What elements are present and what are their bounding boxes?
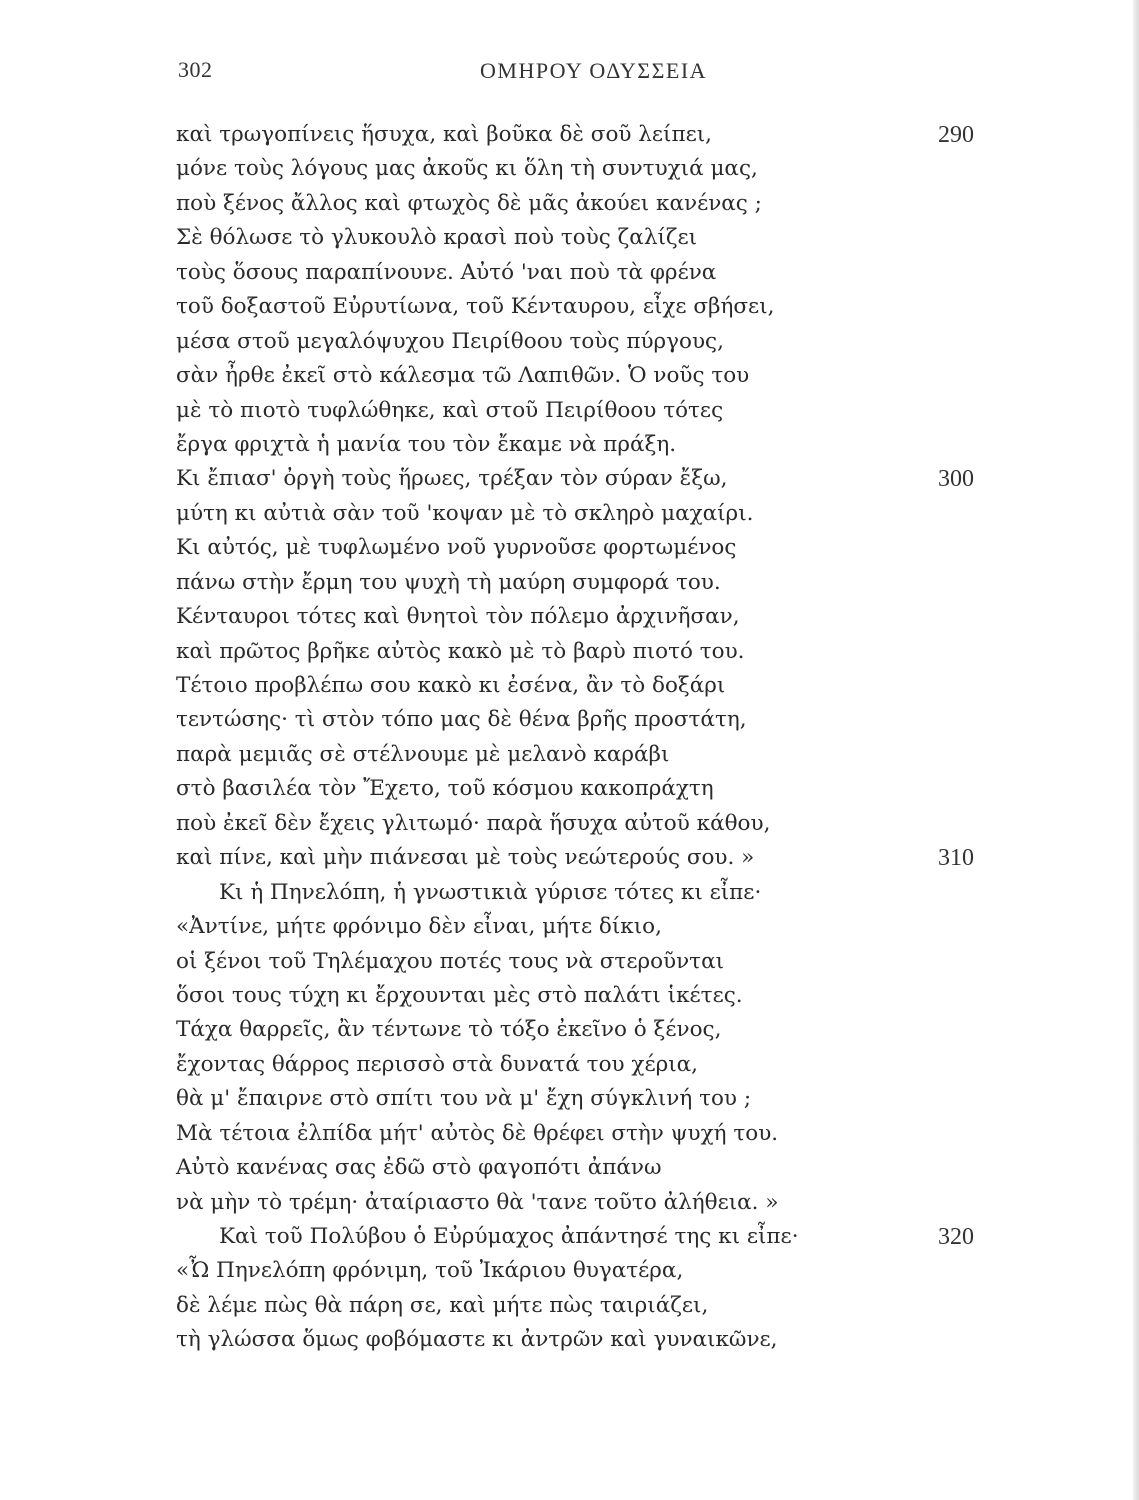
verse-line-text: Μὰ τέτοια ἐλπίδα μήτ' αὐτὸς δὲ θρέφει στὴν ψυχή του. bbox=[176, 1120, 779, 1146]
verse-line bbox=[0, 566, 1139, 600]
page-number: 302 bbox=[178, 57, 213, 82]
verse-line bbox=[0, 1013, 1139, 1047]
running-title: ΟΜΗΡΟΥ ΟΔΥΣΣΕΙΑ bbox=[480, 58, 708, 83]
verse-line bbox=[0, 703, 1139, 737]
verse-line-text: θὰ μ' ἔπαιρνε στὸ σπίτι του νὰ μ' ἔχη σύγκλινή του ; bbox=[176, 1086, 752, 1112]
verse-line bbox=[0, 876, 1139, 910]
verse-line-text: Τέτοιο προβλέπω σου κακὸ κι ἐσένα, ἂν τὸ δοξάρι bbox=[176, 673, 726, 698]
verse-line bbox=[0, 290, 1139, 324]
verse-line bbox=[0, 669, 1139, 703]
verse-line-text: νὰ μὴν τὸ τρέμη· ἀταίριαστο θὰ 'τανε τοῦτο ἀλήθεια. » bbox=[176, 1189, 779, 1215]
verse-line bbox=[0, 221, 1139, 255]
verse-line-text: Αὐτὸ κανένας σας ἐδῶ στὸ φαγοπότι ἀπάνω bbox=[176, 1155, 662, 1181]
verse-line-text: μύτη κι αὐτιὰ σὰν τοῦ 'κοψαν μὲ τὸ σκληρὸ μαχαίρι. bbox=[176, 500, 754, 526]
verse-line-text: στὸ βασιλέα τὸν Ἔχετο, τοῦ κόσμου κακοπράχτη bbox=[176, 776, 714, 802]
verse-line-text: ἔχοντας θάρρος περισσὸ στὰ δυνατά του χέρια, bbox=[176, 1051, 699, 1077]
verse-line bbox=[0, 394, 1139, 428]
verse-line bbox=[0, 841, 1139, 875]
verse-line bbox=[0, 1289, 1139, 1323]
verse-line-text: Κι ἡ Πηνελόπη, ἡ γνωστικιὰ γύρισε τότες κι εἶπε· bbox=[219, 879, 762, 905]
verse-line-text: πάνω στὴν ἔρμη του ψυχὴ τὴ μαύρη συμφορά του. bbox=[176, 569, 721, 595]
verse-line-text: Τάχα θαρρεῖς, ἂν τέντωνε τὸ τόξο ἐκεῖνο ὁ ξένος, bbox=[176, 1017, 722, 1043]
line-number: 310 bbox=[938, 845, 974, 872]
verse-line-text: δὲ λέμε πὼς θὰ πάρη σε, καὶ μήτε πὼς ταιριάζει, bbox=[176, 1292, 709, 1318]
verse-line bbox=[0, 910, 1139, 944]
verse-line bbox=[0, 945, 1139, 979]
line-number: 300 bbox=[938, 466, 974, 493]
verse-line bbox=[0, 635, 1139, 669]
verse-line-text: οἱ ξένοι τοῦ Τηλέμαχου ποτές τους νὰ στεροῦνται bbox=[176, 948, 725, 974]
verse-line-text: ποὺ ξένος ἄλλος καὶ φτωχὸς δὲ μᾶς ἀκούει κανένας ; bbox=[176, 190, 762, 216]
verse-line bbox=[0, 1220, 1139, 1254]
verse-line-text: Σὲ θόλωσε τὸ γλυκουλὸ κρασὶ ποὺ τοὺς ζαλίζει bbox=[176, 225, 698, 251]
verse-line bbox=[0, 1323, 1139, 1357]
verse-line-text: καὶ πρῶτος βρῆκε αὐτὸς κακὸ μὲ τὸ βαρὺ πιοτό του. bbox=[176, 638, 745, 664]
verse-line-text: «Ἀντίνε, μήτε φρόνιμο δὲν εἶναι, μήτε δίκιο, bbox=[176, 914, 662, 940]
verse-line bbox=[0, 1048, 1139, 1082]
verse-line-text: ποὺ ἐκεῖ δὲν ἔχεις γλιτωμό· παρὰ ἥσυχα αὐτοῦ κάθου, bbox=[176, 810, 771, 836]
verse-line-text: καὶ τρωγοπίνεις ἥσυχα, καὶ βοῦκα δὲ σοῦ λείπει, bbox=[176, 122, 713, 147]
verse-line-text: «Ὦ Πηνελόπη φρόνιμη, τοῦ Ἰκάριου θυγατέρα, bbox=[176, 1258, 684, 1284]
verse-line bbox=[0, 359, 1139, 393]
verse-line-text: Κένταυροι τότες καὶ θνητοὶ τὸν πόλεμο ἀρχινῆσαν, bbox=[176, 604, 740, 630]
verse-line-text: τεντώσης· τὶ στὸν τόπο μας δὲ θένα βρῆς προστάτη, bbox=[176, 707, 747, 733]
verse-line bbox=[0, 1254, 1139, 1288]
verse-line-text: τοὺς ὅσους παραπίνουνε. Αὐτό 'ναι ποὺ τὰ φρένα bbox=[176, 259, 717, 285]
verse-line bbox=[0, 118, 1139, 152]
verse-line-text: σὰν ἦρθε ἐκεῖ στὸ κάλεσμα τῶ Λαπιθῶν. Ὁ νοῦς του bbox=[176, 363, 750, 389]
verse-line bbox=[0, 979, 1139, 1013]
verse-line-text: μέσα στοῦ μεγαλόψυχου Πειρίθοου τοὺς πύργους, bbox=[176, 328, 724, 354]
verse-text-block bbox=[0, 118, 1139, 1358]
verse-line-text: μὲ τὸ πιοτὸ τυφλώθηκε, καὶ στοῦ Πειρίθοου τότες bbox=[176, 397, 724, 423]
verse-line bbox=[0, 497, 1139, 531]
verse-line bbox=[0, 325, 1139, 359]
verse-line-text: Κι αὐτός, μὲ τυφλωμένο νοῦ γυρνοῦσε φορτωμένος bbox=[176, 535, 737, 561]
verse-line bbox=[0, 256, 1139, 290]
verse-line bbox=[0, 428, 1139, 462]
line-number: 320 bbox=[938, 1224, 974, 1250]
verse-line bbox=[0, 1186, 1139, 1220]
verse-line bbox=[0, 187, 1139, 221]
verse-line-text: καὶ πίνε, καὶ μὴν πιάνεσαι μὲ τοὺς νεώτερούς σου. » bbox=[176, 845, 755, 871]
verse-line-text: παρὰ μεμιᾶς σὲ στέλνουμε μὲ μελανὸ καράβι bbox=[176, 741, 670, 767]
verse-line bbox=[0, 772, 1139, 806]
verse-line-text: μόνε τοὺς λόγους μας ἀκοῦς κι ὅλη τὴ συντυχιά μας, bbox=[176, 156, 758, 182]
verse-line-text: τοῦ δοξαστοῦ Εὐρυτίωνα, τοῦ Κένταυρου, εἶχε σβήσει, bbox=[176, 294, 775, 320]
verse-line bbox=[0, 738, 1139, 772]
verse-line-text: Κι ἔπιασ' ὀργὴ τοὺς ἥρωες, τρέξαν τὸν σύραν ἔξω, bbox=[176, 466, 728, 492]
verse-line bbox=[0, 462, 1139, 496]
verse-line bbox=[0, 531, 1139, 565]
verse-line bbox=[0, 1151, 1139, 1185]
verse-line-text: ὅσοι τους τύχη κι ἔρχουνται μὲς στὸ παλάτι ἱκέτες. bbox=[176, 982, 743, 1008]
verse-line bbox=[0, 1117, 1139, 1151]
verse-line bbox=[0, 152, 1139, 186]
line-number: 290 bbox=[938, 122, 974, 148]
verse-line-text: τὴ γλώσσα ὅμως φοβόμαστε κι ἀντρῶν καὶ γυναικῶνε, bbox=[176, 1327, 778, 1353]
verse-line-text: ἔργα φριχτὰ ἡ μανία του τὸν ἔκαμε νὰ πράξη. bbox=[176, 431, 677, 457]
verse-line bbox=[0, 1082, 1139, 1116]
verse-line bbox=[0, 600, 1139, 634]
page-header bbox=[0, 52, 1139, 92]
verse-line bbox=[0, 807, 1139, 841]
verse-line-text: Καὶ τοῦ Πολύβου ὁ Εὐρύμαχος ἀπάντησέ της κι εἶπε· bbox=[219, 1224, 799, 1249]
